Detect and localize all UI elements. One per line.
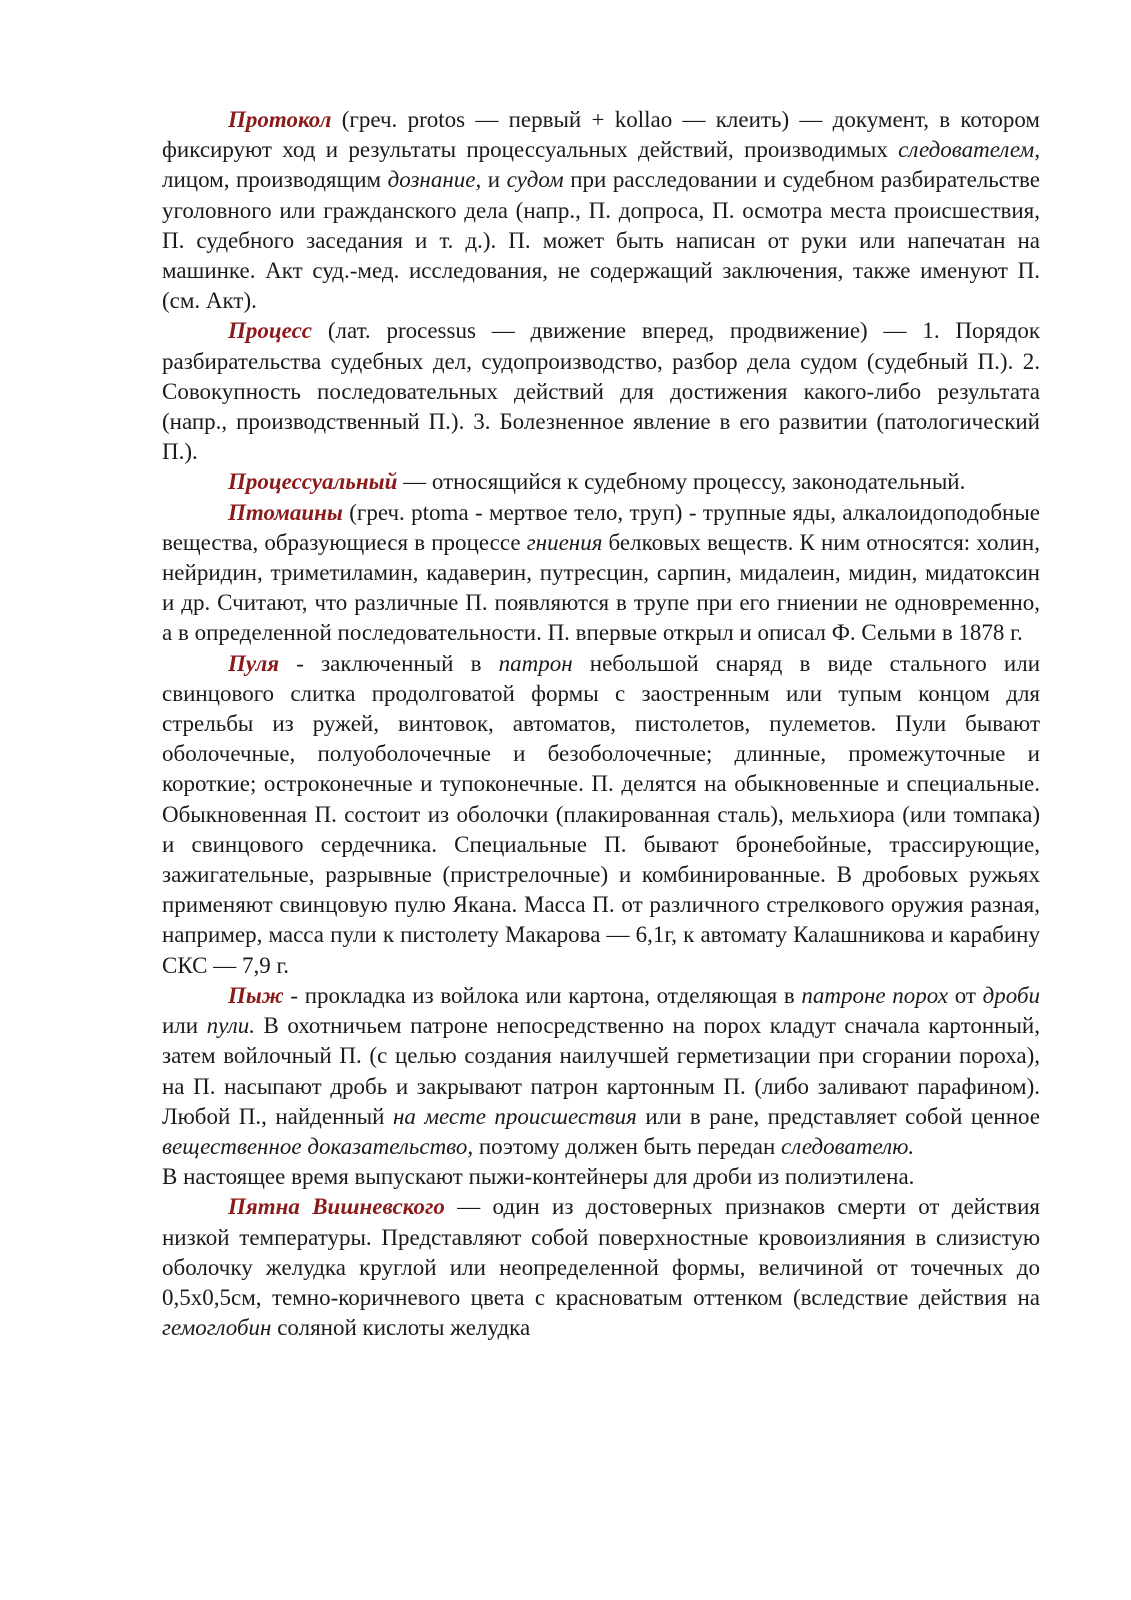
- dictionary-entry: [162, 498, 1040, 649]
- cross-reference: патрон: [498, 650, 573, 676]
- entry-text: — относящийся к судебному процессу, законодательный.: [397, 469, 966, 495]
- dictionary-entry: [162, 467, 1040, 497]
- entry-text: соляной кислоты желудка: [271, 1315, 531, 1341]
- entry-term: Пятна Вишневского: [228, 1194, 445, 1220]
- cross-reference: гниения: [526, 529, 603, 555]
- cross-reference: пули.: [206, 1013, 255, 1039]
- entry-text: (греч. ptoma - мертвое тело, труп) - трупные яды, алкалоидоподобные вещества, образующиеся в процессе: [162, 499, 1040, 555]
- entry-term: Процессуальный: [228, 469, 398, 495]
- cross-reference: следователем,: [898, 137, 1040, 163]
- cross-reference: гемоглобин: [162, 1315, 272, 1341]
- cross-reference: следователю.: [781, 1133, 915, 1159]
- dictionary-entry: [162, 105, 1040, 316]
- dictionary-entry: [162, 1192, 1040, 1343]
- cross-reference: патроне порох: [801, 982, 949, 1008]
- entry-text: при расследовании и судебном разбирательстве уголовного или гражданского дела (напр., П. допроса, П. осмотра места происшествия, П. судебного заседания и т. д.). П. может быть написан от руки или напечатан на машинке. Акт суд.-мед. исследования, не содержащий заключения, также именуют П. (см. Акт).: [162, 167, 1040, 314]
- entry-text: В настоящее время выпускают пыжи-контейнеры для дроби из полиэтилена.: [162, 1164, 915, 1190]
- entry-text: небольшой снаряд в виде стального или свинцового слитка продолговатой формы с заостренным или тупым концом для стрельбы из ружей, винтовок, автоматов, пистолетов, пулеметов. Пули бывают оболочечные, полуоболочечные и безоболочечные; длинные, промежуточные и короткие; остроконечные и тупоконечные. П. делятся на обыкновенные и специальные. Обыкновенная П. состоит из оболочки (плакированная сталь), мельхиора (или томпака) и свинцового сердечника. Специальные П. бывают бронебойные, трассирующие, зажигательные, разрывные (пристрелочные) и комбинированные. В дробовых ружьях применяют свинцовую пулю Якана. Масса П. от различного стрелкового оружия разная, например, масса пули к пистолету Макарова — 6,1г, к автомату Калашникова и карабину СКС — 7,9 г.: [162, 650, 1041, 978]
- entry-text: от: [948, 982, 983, 1008]
- cross-reference: вещественное доказательство,: [162, 1133, 474, 1159]
- entry-text: - прокладка из войлока или картона, отделяющая в: [283, 982, 802, 1008]
- dictionary-entry: [162, 649, 1040, 981]
- entry-text: (лат. processus — движение вперед, продвижение) — 1. Порядок разбирательства судебных дел, судопроизводство, разбор дела судом (судебный П.). 2. Совокупность последовательных действий для достижения какого-либо результата (напр., производственный П.). 3. Болезненное явление в его развитии (патологический П.).: [162, 318, 1040, 465]
- entry-term: Процесс: [228, 318, 313, 344]
- entry-text: В охотничьем патроне непосредственно на порох кладут сначала картонный, затем войлочный П. (с целью создания наилучшей герметизации при сгорании пороха), на П. насыпают дробь и закрывают патрон картонным П. (либо заливают парафином). Любой П., найденный: [162, 1013, 1040, 1129]
- entry-text: или: [162, 1013, 207, 1039]
- entry-text: (греч. protos — первый + kollao — клеить) — документ, в котором фиксируют ход и результаты процессуальных действий, производимых: [162, 107, 1040, 163]
- cross-reference: дознание,: [387, 167, 482, 193]
- entry-term: Птомаины: [228, 499, 343, 525]
- entry-text: лицом, производящим: [162, 167, 388, 193]
- entry-text: - заключенный в: [279, 650, 499, 676]
- entry-term: Протокол: [228, 107, 332, 132]
- dictionary-entry: [162, 1162, 1040, 1192]
- cross-reference: на месте происшествия: [392, 1103, 637, 1129]
- dictionary-entry: [162, 981, 1040, 1162]
- entry-text: и: [481, 167, 507, 193]
- entry-text: белковых веществ. К ним относятся: холин, нейридин, триметиламин, кадаверин, путресцин, сарпин, мидалеин, мидин, мидатоксин и др. Считают, что различные П. появляются в трупе при его гниении не одновременно, а в определенной последовательности. П. впервые открыл и описал Ф. Сельми в 1878 г.: [162, 529, 1040, 646]
- entry-text: поэтому должен быть передан: [473, 1133, 782, 1159]
- entry-text: — один из достоверных признаков смерти от действия низкой температуры. Представляют собой поверхностные кровоизлияния в слизистую оболочку желудка круглой или неопределенной формы, величиной от точечных до 0,5х0,5см, темно-коричневого цвета с красноватым оттенком (вследствие действия на: [162, 1194, 1040, 1310]
- entry-text: или в ране, представляет собой ценное: [636, 1103, 1040, 1129]
- dictionary-entry: [162, 316, 1040, 467]
- entry-term: Пуля: [228, 650, 280, 676]
- cross-reference: судом: [506, 167, 564, 193]
- entry-term: Пыж: [228, 982, 284, 1008]
- cross-reference: дроби: [982, 982, 1041, 1008]
- dictionary-text: [162, 105, 1040, 1343]
